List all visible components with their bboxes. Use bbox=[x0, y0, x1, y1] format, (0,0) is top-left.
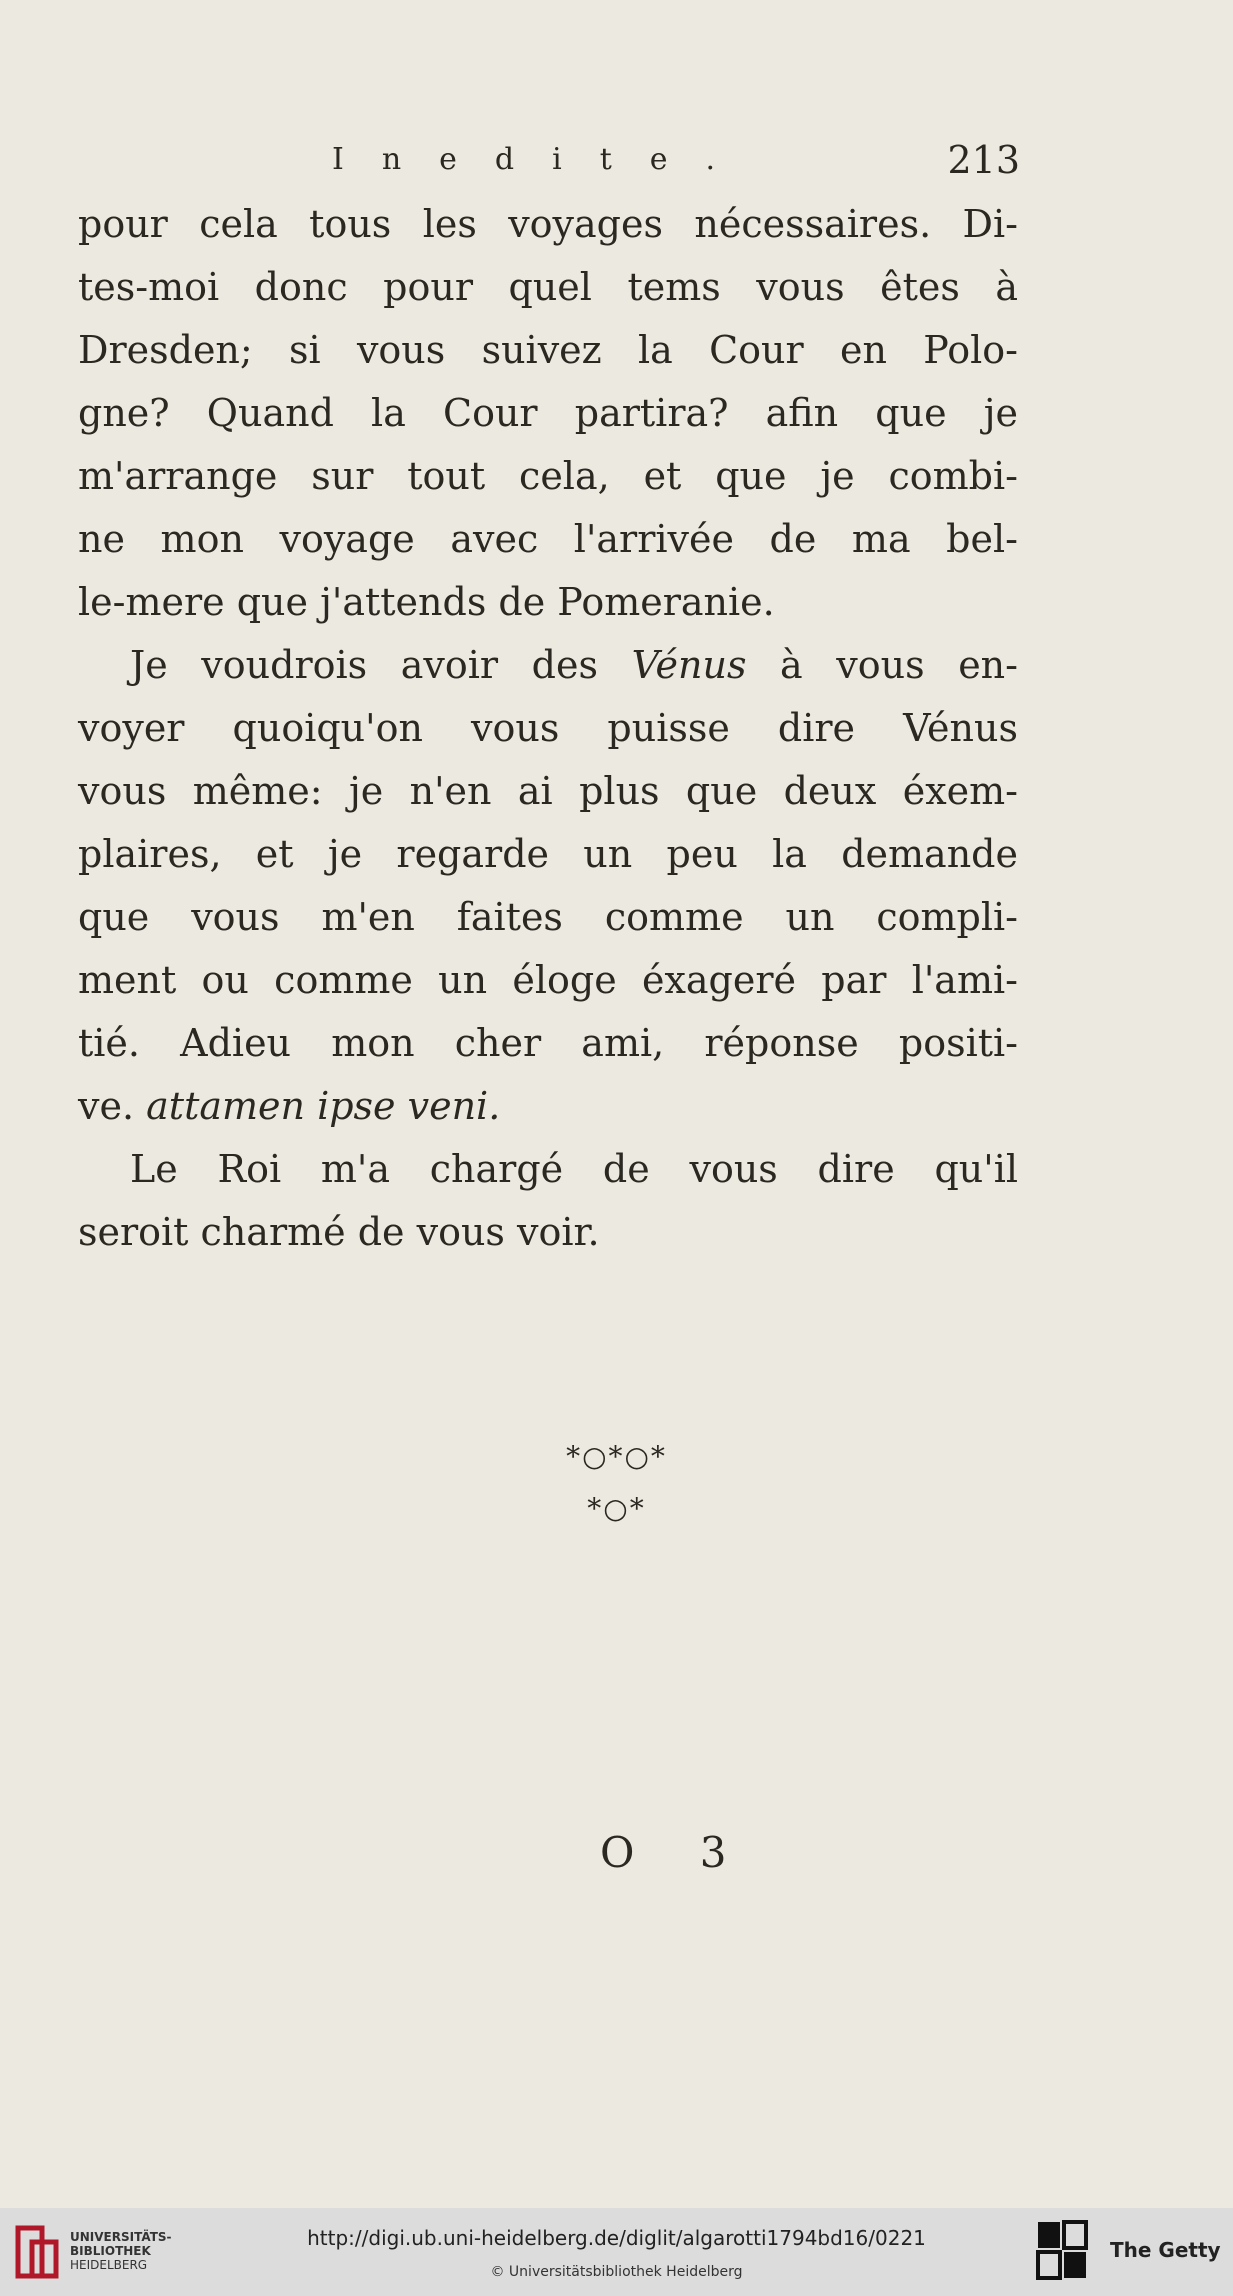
text-line: voyer quoiqu'on vous puisse dire Vénus bbox=[78, 706, 1018, 750]
signature-mark: O 3 bbox=[600, 1828, 753, 1877]
page-number: 213 bbox=[947, 138, 1020, 182]
text-line: tes-moi donc pour quel tems vous êtes à bbox=[78, 265, 1018, 309]
text-line bbox=[78, 1075, 1018, 1138]
running-title: Inedite. bbox=[332, 142, 754, 177]
getty-name: The Getty bbox=[1110, 2238, 1221, 2262]
text-line: ne mon voyage avec l'arrivée de ma bel- bbox=[78, 517, 1018, 561]
text-line: vous même: je n'en ai plus que deux éxem- bbox=[78, 769, 1018, 813]
text-line: gne? Quand la Cour partira? afin que je bbox=[78, 391, 1018, 435]
getty-logo-icon bbox=[1036, 2220, 1090, 2282]
text-line: tié. Adieu mon cher ami, réponse positi- bbox=[78, 1021, 1018, 1065]
text-segment: Je voudrois avoir des bbox=[130, 643, 598, 687]
text-segment: à vous en- bbox=[780, 643, 1018, 687]
ornament-row-1: *○*○* bbox=[566, 1440, 667, 1473]
library-name-line: UNIVERSITÄTS- bbox=[70, 2230, 172, 2244]
text-line: m'arrange sur tout cela, et que je combi- bbox=[78, 454, 1018, 498]
running-head bbox=[80, 138, 1020, 188]
text-line: le-mere que j'attends de Pomeranie. bbox=[78, 580, 775, 624]
italic-phrase: attamen ipse veni. bbox=[146, 1084, 501, 1128]
text-line bbox=[78, 634, 1018, 697]
ornament-row-2: *○* bbox=[587, 1492, 646, 1525]
body-text bbox=[78, 193, 1018, 1264]
text-line: seroit charmé de vous voir. bbox=[78, 1210, 600, 1254]
source-url-link[interactable]: http://digi.ub.uni-heidelberg.de/diglit/algarotti1794bd16/0221 bbox=[307, 2226, 926, 2250]
text-line: plaires, et je regarde un peu la demande bbox=[78, 832, 1018, 876]
footer-bar bbox=[0, 2208, 1233, 2296]
text-segment: ve. bbox=[78, 1084, 135, 1128]
text-line: ment ou comme un éloge éxageré par l'ami- bbox=[78, 958, 1018, 1002]
italic-word: Vénus bbox=[631, 643, 747, 687]
text-line: Dresden; si vous suivez la Cour en Polo- bbox=[78, 328, 1018, 372]
text-line: Le Roi m'a chargé de vous dire qu'il bbox=[130, 1147, 1018, 1191]
text-line: pour cela tous les voyages nécessaires. Di- bbox=[78, 202, 1018, 246]
library-name-line: BIBLIOTHEK bbox=[70, 2244, 151, 2258]
copyright-text: © Universitätsbibliothek Heidelberg bbox=[490, 2264, 743, 2280]
library-name-line: HEIDELBERG bbox=[70, 2258, 148, 2272]
text-line: que vous m'en faites comme un compli- bbox=[78, 895, 1018, 939]
